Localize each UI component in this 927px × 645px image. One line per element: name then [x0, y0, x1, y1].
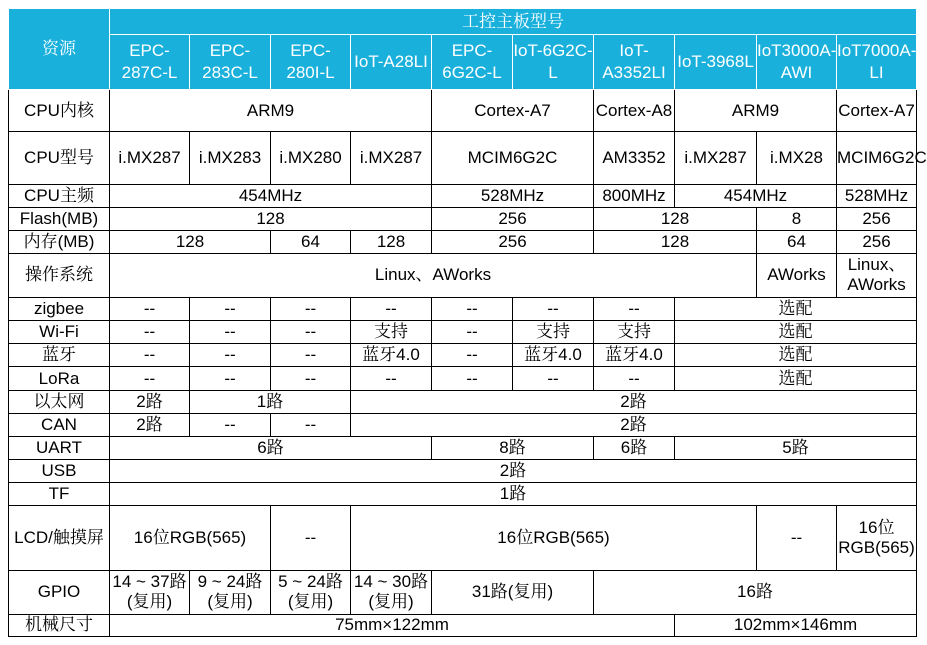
table-row — [9, 298, 917, 321]
table-cell: 支持 — [513, 321, 594, 344]
table-cell: 5 ~ 24路(复用) — [271, 570, 351, 614]
row-label: CPU主频 — [9, 184, 110, 207]
table-cell: Linux、AWorks — [837, 253, 917, 297]
table-cell: 256 — [432, 207, 594, 230]
table-cell: 128 — [110, 230, 271, 253]
row-label: UART — [9, 436, 110, 459]
model-header: IoT-3968L — [675, 35, 757, 90]
table-row — [9, 506, 917, 570]
table-cell: AM3352 — [594, 132, 675, 184]
table-cell: i.MX287 — [675, 132, 757, 184]
row-label: 以太网 — [9, 390, 110, 413]
table-row — [9, 132, 917, 184]
table-cell: 528MHz — [432, 184, 594, 207]
table-cell: AWorks — [757, 253, 837, 297]
table-cell: -- — [432, 344, 513, 367]
table-row — [9, 570, 917, 614]
table-cell: -- — [110, 367, 190, 390]
table-row — [9, 207, 917, 230]
table-cell: i.MX283 — [190, 132, 271, 184]
table-cell: ARM9 — [675, 90, 837, 132]
row-label: Wi-Fi — [9, 321, 110, 344]
table-cell: 256 — [432, 230, 594, 253]
table-cell: -- — [110, 321, 190, 344]
table-cell: i.MX287 — [110, 132, 190, 184]
model-header: EPC-287C-L — [110, 35, 190, 90]
table-cell: -- — [190, 344, 271, 367]
table-cell: -- — [594, 367, 675, 390]
table-cell: 2路 — [351, 390, 917, 413]
table-cell: -- — [513, 367, 594, 390]
table-cell: -- — [271, 367, 351, 390]
table-cell: 1路 — [190, 390, 351, 413]
table-cell: 14 ~ 37路(复用) — [110, 570, 190, 614]
table-row — [9, 436, 917, 459]
row-label: zigbee — [9, 298, 110, 321]
spec-table — [8, 8, 927, 637]
table-cell: 800MHz — [594, 184, 675, 207]
table-cell: MCIM6G2C — [432, 132, 594, 184]
table-cell: -- — [757, 506, 837, 570]
table-cell: 2路 — [110, 459, 917, 482]
table-row — [9, 459, 917, 482]
table-row — [9, 367, 917, 390]
table-cell: -- — [190, 298, 271, 321]
table-cell: -- — [271, 298, 351, 321]
row-label: 蓝牙 — [9, 344, 110, 367]
table-cell: Linux、AWorks — [110, 253, 757, 297]
table-cell: 75mm×122mm — [110, 614, 675, 636]
table-cell: 528MHz — [837, 184, 917, 207]
row-label: 操作系统 — [9, 253, 110, 297]
table-cell: 256 — [837, 230, 917, 253]
table-body — [9, 90, 927, 637]
table-cell: -- — [271, 413, 351, 436]
table-cell: -- — [513, 298, 594, 321]
model-header: IoT-A3352LI — [594, 35, 675, 90]
row-label: Flash(MB) — [9, 207, 110, 230]
model-header: IoT3000A-AWI — [757, 35, 837, 90]
table-cell: i.MX287 — [351, 132, 432, 184]
table-cell: -- — [110, 298, 190, 321]
table-cell: -- — [351, 298, 432, 321]
table-cell: 1路 — [110, 483, 917, 506]
table-cell: MCIM6G2C — [837, 132, 917, 184]
table-cell: -- — [271, 321, 351, 344]
table-cell: 8 — [757, 207, 837, 230]
table-cell: 128 — [594, 207, 757, 230]
table-cell: 16位RGB(565) — [110, 506, 271, 570]
table-row — [9, 90, 917, 132]
table-cell: -- — [190, 367, 271, 390]
row-label: USB — [9, 459, 110, 482]
table-cell: i.MX28 — [757, 132, 837, 184]
model-header: EPC-283C-L — [190, 35, 271, 90]
table-cell: -- — [271, 344, 351, 367]
table-cell: 2路 — [110, 413, 190, 436]
table-cell: 2路 — [110, 390, 190, 413]
table-cell: 64 — [271, 230, 351, 253]
table-cell: Cortex-A7 — [837, 90, 917, 132]
table-cell: 蓝牙4.0 — [351, 344, 432, 367]
table-cell: -- — [190, 321, 271, 344]
table-cell: 2路 — [351, 413, 917, 436]
table-cell: 9 ~ 24路(复用) — [190, 570, 271, 614]
row-label: CPU型号 — [9, 132, 110, 184]
table-cell: 蓝牙4.0 — [513, 344, 594, 367]
table-cell: Cortex-A8 — [594, 90, 675, 132]
row-label: CAN — [9, 413, 110, 436]
table-cell: -- — [190, 413, 271, 436]
table-cell: 5路 — [675, 436, 917, 459]
table-cell: 16位RGB(565) — [837, 506, 917, 570]
table-row — [9, 390, 917, 413]
table-row — [9, 253, 917, 297]
row-label: 内存(MB) — [9, 230, 110, 253]
model-header: IoT-A28LI — [351, 35, 432, 90]
model-group-header: 工控主板型号 — [110, 9, 917, 35]
table-cell: 128 — [351, 230, 432, 253]
table-cell: 14 ~ 30路(复用) — [351, 570, 432, 614]
table-cell: 64 — [757, 230, 837, 253]
table-cell: 128 — [594, 230, 757, 253]
table-cell: -- — [110, 344, 190, 367]
table-cell: -- — [271, 506, 351, 570]
table-row — [9, 344, 917, 367]
row-label: TF — [9, 483, 110, 506]
model-header: EPC-280I-L — [271, 35, 351, 90]
table-cell: 454MHz — [110, 184, 432, 207]
table-cell: 454MHz — [675, 184, 837, 207]
table-cell: -- — [432, 321, 513, 344]
table-cell: 128 — [110, 207, 432, 230]
row-label: GPIO — [9, 570, 110, 614]
table-row — [9, 483, 917, 506]
table-cell: ARM9 — [110, 90, 432, 132]
table-cell: 支持 — [594, 321, 675, 344]
table-cell: i.MX280 — [271, 132, 351, 184]
table-row — [9, 184, 917, 207]
table-cell: 选配 — [675, 344, 917, 367]
table-cell: 6路 — [594, 436, 675, 459]
table-cell: Cortex-A7 — [432, 90, 594, 132]
table-row — [9, 230, 917, 253]
table-row — [9, 413, 917, 436]
model-header: EPC-6G2C-L — [432, 35, 513, 90]
table-cell: 102mm×146mm — [675, 614, 917, 636]
model-header: IoT-6G2C-L — [513, 35, 594, 90]
table-cell: 选配 — [675, 298, 917, 321]
table-cell: 8路 — [432, 436, 594, 459]
table-cell: 16路 — [594, 570, 917, 614]
row-label: CPU内核 — [9, 90, 110, 132]
table-cell: -- — [432, 367, 513, 390]
table-cell: 6路 — [110, 436, 432, 459]
table-cell: -- — [594, 298, 675, 321]
table-cell: 蓝牙4.0 — [594, 344, 675, 367]
row-label: LoRa — [9, 367, 110, 390]
row-label: LCD/触摸屏 — [9, 506, 110, 570]
table-cell: 选配 — [675, 321, 917, 344]
resource-header: 资源 — [9, 9, 110, 90]
table-row — [9, 321, 917, 344]
table-cell: 256 — [837, 207, 917, 230]
table-row — [9, 614, 917, 636]
table-cell: -- — [432, 298, 513, 321]
table-header — [9, 9, 917, 90]
table-cell: 16位RGB(565) — [351, 506, 757, 570]
model-header: IoT7000A-LI — [837, 35, 917, 90]
table-cell: -- — [351, 367, 432, 390]
row-label: 机械尺寸 — [9, 614, 110, 636]
table-cell: 选配 — [675, 367, 917, 390]
table-cell: 31路(复用) — [432, 570, 594, 614]
table-cell: 支持 — [351, 321, 432, 344]
